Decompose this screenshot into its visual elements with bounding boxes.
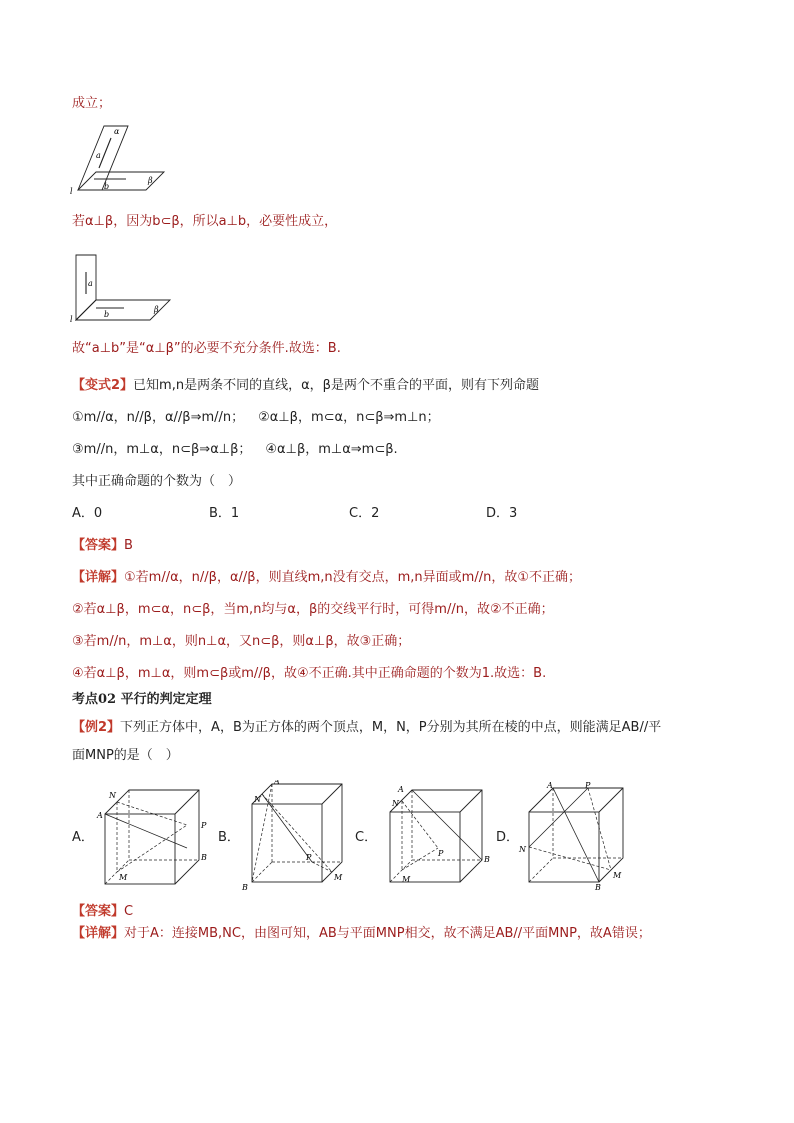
detail-line-1: 【详解】①若m//α，n//β，α//β，则直线m,n没有交点，m,n异面或m//n，故①不正确；: [72, 570, 581, 585]
answer-value: B: [124, 538, 133, 553]
svg-text:B: B: [595, 883, 601, 892]
answer-line: [72, 537, 133, 555]
fig1-b: b: [104, 182, 110, 191]
option-a: A．0: [72, 506, 103, 521]
detail-line-5: 【详解】对于A：连接MB,NC，由图可知，AB与平面MNP相交，故不满足AB//平面MNP，故A错误；: [72, 926, 651, 941]
cube-label-c: C．: [355, 830, 378, 845]
svg-text:A: A: [97, 811, 103, 820]
cube-label-b: B．: [218, 830, 240, 845]
svg-text:A: A: [274, 780, 280, 786]
cube-label-a: A．: [72, 830, 94, 845]
detail-line-4: ④若α⊥β，m⊥α，则m⊂β或m//β，故④不正确.其中正确命题的个数为1.故选：B.: [72, 666, 547, 681]
fig2-b: b: [104, 310, 110, 319]
svg-text:N: N: [392, 799, 399, 808]
figure-perpendicular-planes: [66, 250, 176, 325]
answer-value-2: C: [124, 904, 134, 919]
svg-text:B: B: [201, 853, 207, 862]
example-line-1: 【例2】下列正方体中，A，B为正方体的两个顶点，M，N，P分别为其所在棱的中点，则能满足AB//平: [72, 720, 662, 735]
svg-text:N: N: [254, 795, 261, 804]
svg-text:M: M: [613, 871, 622, 880]
fig1-alpha: α: [114, 127, 120, 136]
svg-text:M: M: [334, 873, 343, 882]
options-row: [72, 505, 517, 523]
cube-label-d: D．: [496, 830, 520, 845]
example-line-2: 面MNP的是（ ）: [72, 748, 179, 763]
line-3: 故“a⊥b”是“α⊥β”的必要不充分条件.故选：B.: [72, 341, 341, 356]
fig1-l: l: [70, 187, 73, 196]
line-7: 其中正确命题的个数为（ ）: [72, 474, 242, 489]
detail-line-3: ③若m//n，m⊥α，则n⊥α，又n⊂β，则α⊥β，故③正确；: [72, 634, 411, 649]
svg-text:B: B: [484, 855, 490, 864]
cube-c: [378, 786, 493, 891]
svg-text:P: P: [585, 781, 591, 790]
svg-text:P: P: [201, 821, 207, 830]
section-title: 考点02 平行的判定定理: [72, 692, 212, 707]
line-1: 成立；: [72, 96, 112, 111]
detail-tag: 【详解】: [72, 570, 125, 585]
svg-text:N: N: [109, 791, 116, 800]
option-b: B．1: [209, 506, 240, 521]
fig2-a: a: [88, 279, 93, 288]
prop-4: ④α⊥β，m⊥α⇒m⊂β.: [265, 442, 398, 457]
svg-text:B: B: [242, 883, 248, 892]
variant-stem: 已知m,n是两条不同的直线，α，β是两个不重合的平面，则有下列命题: [133, 378, 539, 393]
fig1-a: a: [96, 151, 101, 160]
line-2: 若α⊥β，因为b⊂β，所以a⊥b，必要性成立，: [72, 214, 338, 229]
variant-tag: 【变式2】: [72, 378, 134, 393]
svg-text:N: N: [519, 845, 526, 854]
svg-text:M: M: [402, 875, 411, 884]
option-c: C．2: [349, 506, 380, 521]
example-tag: 【例2】: [72, 720, 121, 735]
prop-1: ①m//α，n//β，α//β⇒m//n；: [72, 410, 245, 425]
svg-text:A: A: [547, 781, 553, 790]
answer-tag: 【答案】: [72, 538, 125, 553]
cube-b: [240, 780, 355, 892]
svg-text:A: A: [398, 786, 404, 794]
line-6: [72, 441, 398, 459]
svg-text:P: P: [306, 853, 312, 862]
cube-d: [515, 780, 635, 892]
svg-text:M: M: [119, 873, 128, 882]
figure-intersecting-planes: [66, 120, 176, 198]
option-d: D．3: [486, 506, 518, 521]
line-4: [72, 377, 539, 395]
prop-3: ③m//n，m⊥α，n⊂β⇒α⊥β；: [72, 442, 252, 457]
line-5: [72, 409, 440, 427]
fig1-beta: β: [148, 176, 153, 185]
cube-a: [95, 786, 215, 891]
svg-text:P: P: [438, 849, 444, 858]
detail-line-2: ②若α⊥β，m⊂α，n⊂β，当m,n均与α，β的交线平行时，可得m//n，故②不正确；: [72, 602, 554, 617]
fig2-beta: β: [154, 305, 159, 314]
prop-2: ②α⊥β，m⊂α，n⊂β⇒m⊥n；: [258, 410, 440, 425]
answer-line-2: 【答案】C: [72, 904, 134, 919]
fig2-l: l: [70, 315, 73, 324]
